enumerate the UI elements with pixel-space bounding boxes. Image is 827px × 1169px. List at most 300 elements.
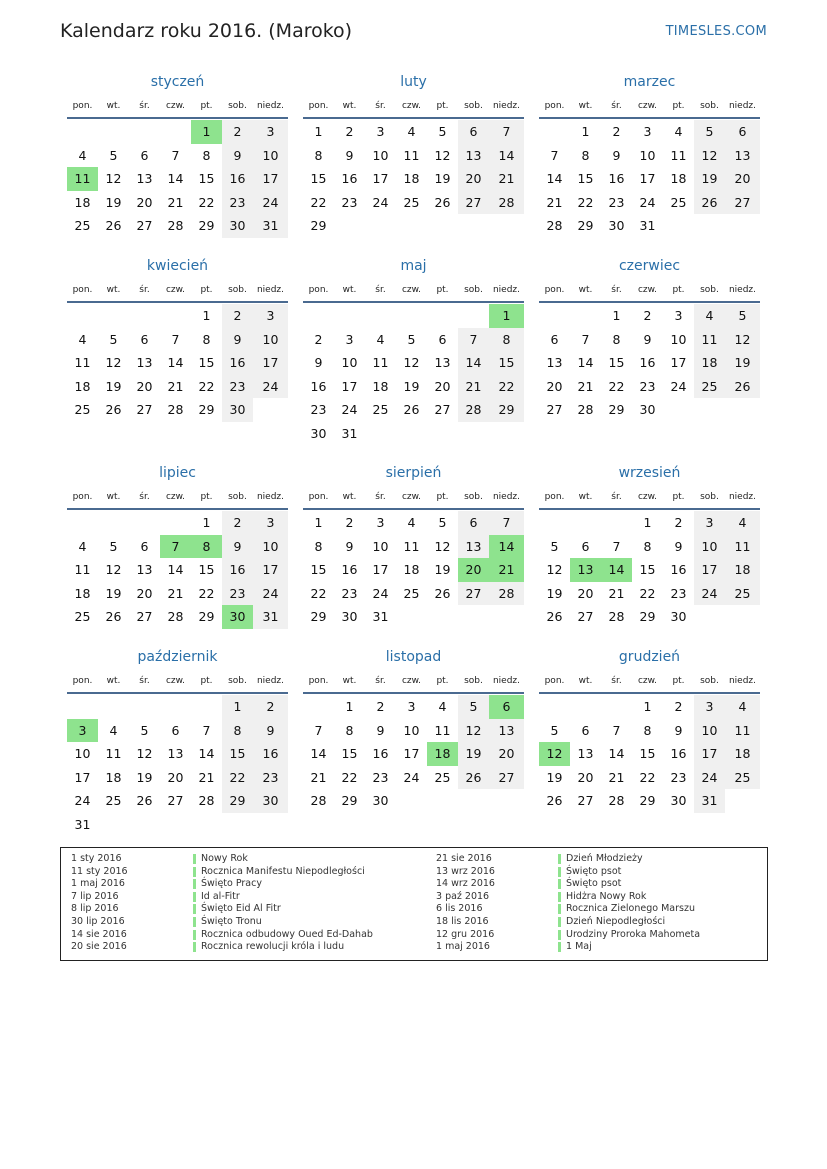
legend-row (71, 941, 373, 954)
holiday-date: 12 gru 2016 (436, 928, 495, 940)
day-cell: 22 (341, 769, 358, 785)
day-cell: 31 (74, 816, 91, 832)
brand-link[interactable]: TIMESLES.COM (665, 24, 767, 39)
day-cell: 11 (372, 355, 389, 370)
day-cell: 19 (105, 378, 122, 394)
weekday-label: pon. (544, 285, 565, 295)
day-cell: 16 (253, 742, 288, 766)
day-cell: 2 (222, 511, 253, 535)
empty-cell (570, 511, 601, 535)
day-cell: 24 (670, 378, 687, 394)
day-cell: 11 (725, 719, 760, 743)
day-cell: 27 (136, 218, 153, 233)
empty-cell (98, 511, 129, 535)
empty-cell (129, 120, 160, 144)
day-cell: 30 (222, 605, 253, 629)
day-cell: 27 (434, 402, 451, 417)
holiday-marker (558, 879, 561, 889)
day-cell: 18 (372, 378, 389, 394)
day-cell: 16 (670, 562, 687, 577)
day-cell: 5 (109, 331, 118, 347)
day-cell: 9 (674, 722, 683, 738)
weekday-header (67, 279, 288, 303)
day-cell: 7 (458, 328, 489, 352)
weekday-label: wt. (106, 676, 121, 686)
day-cell: 28 (608, 609, 625, 624)
day-grid (67, 119, 288, 238)
day-cell: 8 (612, 331, 621, 347)
weekday-label: sob. (700, 492, 719, 502)
weekday-label: pon. (72, 285, 93, 295)
day-cell: 30 (310, 425, 327, 441)
day-grid (539, 510, 760, 629)
weekday-label: śr. (611, 285, 622, 295)
day-cell: 21 (489, 167, 524, 191)
day-cell: 3 (67, 719, 98, 743)
holiday-date: 3 paź 2016 (436, 890, 490, 902)
day-cell: 17 (670, 355, 687, 370)
day-cell: 10 (74, 746, 91, 761)
day-cell: 10 (694, 719, 725, 743)
day-cell: 26 (434, 194, 451, 210)
day-cell: 14 (489, 535, 524, 559)
day-cell: 1 (345, 699, 354, 714)
day-cell: 24 (372, 194, 389, 210)
day-cell: 7 (160, 535, 191, 559)
holiday-date: 13 wrz 2016 (436, 865, 495, 877)
weekday-header (539, 279, 760, 303)
day-cell: 26 (136, 793, 153, 808)
day-cell: 22 (489, 375, 524, 399)
day-cell: 16 (608, 171, 625, 186)
day-cell: 21 (577, 378, 594, 394)
month-name: październik (137, 649, 218, 665)
empty-cell (601, 511, 632, 535)
day-cell: 16 (670, 746, 687, 761)
day-cell: 26 (434, 585, 451, 601)
day-cell: 15 (489, 351, 524, 375)
day-cell: 3 (376, 124, 385, 139)
day-cell: 12 (546, 562, 563, 577)
day-cell: 4 (725, 695, 760, 719)
holiday-date: 8 lip 2016 (71, 903, 119, 915)
day-cell: 28 (489, 191, 524, 215)
day-cell: 16 (341, 562, 358, 577)
day-cell: 17 (253, 167, 288, 191)
day-cell: 6 (550, 331, 559, 347)
empty-cell (191, 695, 222, 719)
day-cell: 28 (167, 609, 184, 624)
day-cell: 13 (489, 719, 524, 743)
weekday-header (67, 486, 288, 510)
day-cell: 17 (74, 769, 91, 785)
weekday-label: czw. (401, 676, 422, 686)
weekday-label: niedz. (256, 285, 285, 295)
weekday-label: czw. (165, 676, 186, 686)
day-cell: 29 (310, 218, 327, 233)
weekday-label: sob. (228, 676, 247, 686)
weekday-label: śr. (375, 101, 386, 111)
day-grid (539, 119, 760, 238)
day-cell: 29 (198, 218, 215, 233)
day-cell: 4 (407, 124, 416, 139)
day-cell: 20 (577, 769, 594, 785)
holiday-marker (193, 942, 196, 952)
day-cell: 3 (253, 304, 288, 328)
legend-row (71, 891, 373, 904)
empty-cell (160, 120, 191, 144)
month-name: luty (400, 74, 427, 90)
day-cell: 15 (577, 171, 594, 186)
day-cell: 19 (136, 769, 153, 785)
day-cell: 16 (341, 171, 358, 186)
day-cell: 10 (694, 535, 725, 559)
weekday-label: śr. (375, 285, 386, 295)
day-cell: 27 (546, 402, 563, 417)
day-cell: 12 (136, 746, 153, 761)
weekday-label: wt. (578, 285, 593, 295)
day-cell: 14 (167, 171, 184, 186)
day-cell: 29 (198, 609, 215, 624)
day-cell: 5 (407, 331, 416, 347)
day-cell: 11 (403, 147, 420, 163)
empty-cell (67, 304, 98, 328)
weekday-label: pt. (200, 101, 213, 111)
weekday-label: wt. (578, 101, 593, 111)
day-cell: 16 (372, 746, 389, 761)
weekday-label: pt. (200, 492, 213, 502)
day-cell: 10 (372, 538, 389, 554)
day-cell: 6 (581, 538, 590, 554)
day-grid (67, 303, 288, 422)
weekday-label: niedz. (492, 492, 521, 502)
day-cell: 17 (372, 171, 389, 186)
day-cell: 14 (167, 355, 184, 370)
day-cell: 30 (670, 793, 687, 808)
day-cell: 6 (489, 695, 524, 719)
month-name: kwiecień (146, 258, 209, 274)
weekday-label: pon. (308, 676, 329, 686)
day-cell: 16 (639, 355, 656, 370)
day-cell: 13 (577, 746, 594, 761)
month-block (67, 72, 288, 238)
day-cell: 25 (74, 402, 91, 417)
weekday-label: sob. (464, 492, 483, 502)
weekday-label: niedz. (492, 285, 521, 295)
day-cell: 4 (376, 331, 385, 347)
day-cell: 28 (167, 402, 184, 417)
day-cell: 29 (489, 398, 524, 422)
day-cell: 24 (694, 766, 725, 790)
legend-row (71, 866, 373, 879)
day-cell: 17 (253, 558, 288, 582)
day-cell: 5 (550, 538, 559, 554)
holiday-name: Dzień Młodzieży (566, 853, 643, 864)
day-cell: 26 (725, 375, 760, 399)
day-cell: 22 (310, 585, 327, 601)
weekday-label: pt. (436, 285, 449, 295)
holiday-date: 20 sie 2016 (71, 941, 127, 953)
day-cell: 6 (458, 120, 489, 144)
day-cell: 18 (670, 171, 687, 186)
day-cell: 18 (403, 171, 420, 186)
day-cell: 19 (725, 351, 760, 375)
day-cell: 23 (253, 766, 288, 790)
weekday-label: sob. (464, 676, 483, 686)
empty-cell (570, 695, 601, 719)
day-cell: 20 (546, 378, 563, 394)
day-cell: 16 (222, 167, 253, 191)
day-cell: 3 (345, 331, 354, 347)
day-cell: 6 (171, 722, 180, 738)
day-cell: 9 (643, 331, 652, 347)
day-cell: 7 (202, 722, 211, 738)
weekday-label: pt. (200, 676, 213, 686)
day-cell: 12 (694, 144, 725, 168)
weekday-label: wt. (342, 285, 357, 295)
day-cell: 11 (434, 722, 451, 738)
empty-cell (601, 695, 632, 719)
day-cell: 15 (310, 562, 327, 577)
weekday-label: pon. (308, 101, 329, 111)
day-cell: 17 (341, 378, 358, 394)
day-cell: 3 (694, 511, 725, 535)
empty-cell (365, 304, 396, 328)
empty-cell (458, 304, 489, 328)
empty-cell (129, 695, 160, 719)
day-cell: 27 (136, 402, 153, 417)
weekday-label: pon. (544, 676, 565, 686)
weekday-label: pon. (308, 285, 329, 295)
day-cell: 13 (725, 144, 760, 168)
day-grid (67, 694, 288, 836)
day-cell: 23 (639, 378, 656, 394)
day-cell: 18 (725, 558, 760, 582)
holiday-date: 6 lis 2016 (436, 903, 483, 915)
day-cell: 10 (253, 328, 288, 352)
day-cell: 4 (109, 722, 118, 738)
day-cell: 24 (253, 582, 288, 606)
day-cell: 5 (458, 695, 489, 719)
day-cell: 27 (577, 793, 594, 808)
day-cell: 13 (434, 355, 451, 370)
holiday-name: Hidżra Nowy Rok (566, 890, 647, 902)
holiday-name: 1 Maj (566, 941, 592, 953)
day-cell: 10 (372, 147, 389, 163)
day-cell: 10 (253, 144, 288, 168)
empty-cell (570, 304, 601, 328)
day-cell: 15 (198, 171, 215, 186)
day-cell: 4 (694, 304, 725, 328)
day-cell: 14 (167, 562, 184, 577)
weekday-label: niedz. (256, 676, 285, 686)
day-cell: 28 (167, 218, 184, 233)
month-block (67, 256, 288, 422)
empty-cell (67, 695, 98, 719)
day-cell: 18 (74, 378, 91, 394)
month-block (539, 72, 760, 238)
weekday-label: czw. (165, 101, 186, 111)
month-name: lipiec (159, 465, 196, 481)
weekday-label: pon. (544, 492, 565, 502)
day-cell: 20 (725, 167, 760, 191)
day-cell: 23 (372, 769, 389, 785)
holiday-name: Święto Pracy (201, 878, 262, 890)
day-cell: 17 (403, 746, 420, 761)
day-cell: 12 (434, 538, 451, 554)
holiday-date: 7 lip 2016 (71, 890, 119, 902)
day-cell: 19 (105, 585, 122, 601)
day-cell: 31 (372, 609, 389, 624)
day-cell: 30 (639, 402, 656, 417)
holiday-date: 1 maj 2016 (71, 878, 125, 890)
day-cell: 17 (253, 351, 288, 375)
month-block (67, 647, 288, 836)
day-cell: 20 (136, 194, 153, 210)
day-cell: 21 (489, 558, 524, 582)
day-cell: 2 (674, 515, 683, 530)
weekday-label: sob. (700, 101, 719, 111)
day-cell: 11 (670, 147, 687, 163)
day-grid (303, 510, 524, 629)
empty-cell (98, 304, 129, 328)
day-cell: 27 (458, 191, 489, 215)
day-cell: 23 (222, 375, 253, 399)
day-cell: 2 (222, 304, 253, 328)
day-cell: 11 (403, 538, 420, 554)
day-cell: 24 (403, 769, 420, 785)
holiday-date: 1 maj 2016 (436, 941, 490, 953)
legend-row (71, 903, 373, 916)
holiday-date: 30 lip 2016 (71, 915, 125, 927)
day-cell: 24 (372, 585, 389, 601)
day-cell: 12 (458, 719, 489, 743)
holiday-date: 1 sty 2016 (71, 853, 122, 864)
day-cell: 22 (310, 194, 327, 210)
empty-cell (539, 120, 570, 144)
day-cell: 5 (550, 722, 559, 738)
weekday-header (303, 486, 524, 510)
day-cell: 7 (489, 511, 524, 535)
day-cell: 16 (310, 378, 327, 394)
day-cell: 4 (78, 538, 87, 554)
legend-column-left (71, 853, 373, 954)
day-cell: 23 (222, 191, 253, 215)
day-cell: 2 (345, 515, 354, 530)
day-grid (303, 303, 524, 445)
day-cell: 1 (581, 124, 590, 139)
day-cell: 16 (222, 558, 253, 582)
day-cell: 24 (74, 793, 91, 808)
day-cell: 7 (314, 722, 323, 738)
weekday-label: wt. (342, 101, 357, 111)
day-cell: 17 (694, 558, 725, 582)
month-name: grudzień (618, 649, 681, 665)
day-cell: 20 (167, 769, 184, 785)
weekday-label: śr. (375, 492, 386, 502)
empty-cell (427, 304, 458, 328)
weekday-label: niedz. (728, 285, 757, 295)
day-cell: 31 (694, 789, 725, 813)
day-cell: 13 (546, 355, 563, 370)
day-cell: 17 (694, 742, 725, 766)
holiday-marker (558, 867, 561, 877)
day-cell: 15 (639, 746, 656, 761)
holiday-marker (558, 854, 561, 864)
weekday-label: pon. (72, 492, 93, 502)
day-cell: 19 (546, 769, 563, 785)
month-name: wrzesień (618, 465, 681, 481)
day-cell: 4 (78, 147, 87, 163)
weekday-label: pt. (672, 285, 685, 295)
day-cell: 1 (643, 515, 652, 530)
day-cell: 26 (105, 402, 122, 417)
day-cell: 10 (670, 331, 687, 347)
holiday-name: Rocznica rewolucji króla i ludu (201, 941, 345, 953)
day-cell: 28 (489, 582, 524, 606)
day-cell: 21 (546, 194, 563, 210)
weekday-label: pon. (544, 101, 565, 111)
legend-row (436, 891, 700, 904)
day-cell: 21 (167, 378, 184, 394)
day-cell: 5 (694, 120, 725, 144)
day-cell: 29 (341, 793, 358, 808)
day-cell: 30 (341, 609, 358, 624)
day-cell: 31 (253, 605, 288, 629)
day-cell: 20 (136, 585, 153, 601)
day-cell: 21 (167, 585, 184, 601)
day-cell: 21 (608, 769, 625, 785)
holiday-legend (60, 847, 768, 961)
weekday-label: pon. (72, 676, 93, 686)
day-cell: 8 (643, 538, 652, 554)
day-cell: 22 (608, 378, 625, 394)
day-cell: 30 (253, 789, 288, 813)
day-cell: 13 (570, 558, 601, 582)
empty-cell (160, 511, 191, 535)
day-cell: 14 (458, 351, 489, 375)
day-cell: 19 (434, 171, 451, 186)
day-cell: 12 (403, 355, 420, 370)
day-cell: 8 (222, 719, 253, 743)
weekday-label: niedz. (728, 101, 757, 111)
day-cell: 24 (253, 375, 288, 399)
holiday-name: Urodziny Proroka Mahometa (566, 928, 701, 940)
day-cell: 29 (639, 609, 656, 624)
day-cell: 28 (546, 218, 563, 233)
holiday-name: Święto Eid Al Fitr (201, 903, 281, 915)
weekday-label: pt. (672, 492, 685, 502)
legend-row (71, 929, 373, 942)
day-cell: 9 (674, 538, 683, 554)
weekday-label: wt. (106, 285, 121, 295)
day-cell: 22 (639, 769, 656, 785)
day-cell: 6 (581, 722, 590, 738)
month-name: czerwiec (618, 258, 681, 274)
day-cell: 14 (489, 144, 524, 168)
holiday-marker (558, 930, 561, 940)
legend-row (436, 853, 700, 866)
weekday-label: czw. (401, 285, 422, 295)
empty-cell (539, 695, 570, 719)
holiday-marker (193, 879, 196, 889)
day-cell: 30 (222, 214, 253, 238)
month-block (303, 256, 524, 445)
weekday-label: śr. (139, 676, 150, 686)
holiday-marker (193, 904, 196, 914)
day-cell: 1 (202, 515, 211, 530)
month-block (539, 463, 760, 629)
